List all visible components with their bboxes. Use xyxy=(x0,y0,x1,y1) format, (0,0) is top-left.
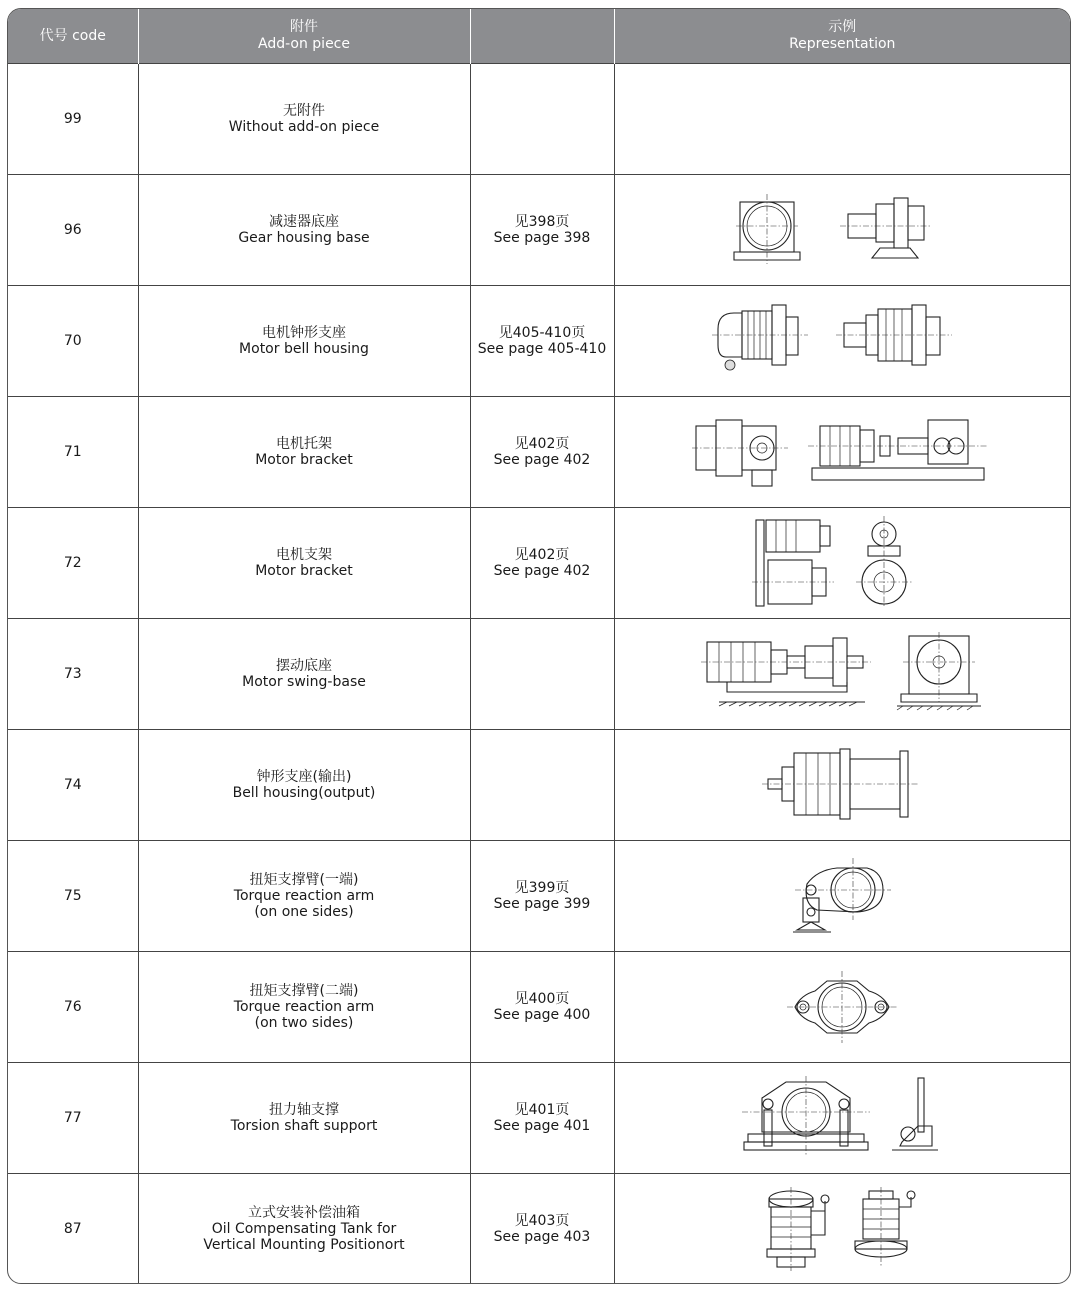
row-code: 96 xyxy=(8,175,138,286)
row-addon-en: Motor swing-base xyxy=(242,674,366,690)
row-addon-cn: 扭矩支撑臂(二端) xyxy=(249,983,359,999)
table-row xyxy=(8,508,1070,619)
row-code: 73 xyxy=(8,619,138,730)
row-code: 76 xyxy=(8,952,138,1063)
row-code: 87 xyxy=(8,1174,138,1285)
row-addon-en: Torsion shaft support xyxy=(230,1118,378,1134)
row-page-en: See page 400 xyxy=(493,1007,591,1023)
row-page-cn: 见402页 xyxy=(514,436,570,452)
row-page-en: See page 399 xyxy=(493,896,591,912)
row-representation xyxy=(614,1174,1070,1285)
row-addon-cn: 无附件 xyxy=(283,103,325,119)
row-page xyxy=(470,397,614,508)
row-representation xyxy=(614,841,1070,952)
row-representation xyxy=(614,1063,1070,1174)
table-row xyxy=(8,952,1070,1063)
row-representation xyxy=(614,397,1070,508)
row-addon-en2: Vertical Mounting Positionort xyxy=(203,1237,405,1253)
row-page-cn: 见401页 xyxy=(514,1102,570,1118)
row-page-cn: 见398页 xyxy=(514,214,570,230)
row-code: 71 xyxy=(8,397,138,508)
header-addon-cn: 附件 xyxy=(290,19,318,35)
row-addon-en: Motor bracket xyxy=(255,563,353,579)
row-page-en: See page 401 xyxy=(493,1118,591,1134)
motor-support-drawing xyxy=(752,516,932,610)
row-page-en: See page 402 xyxy=(493,452,591,468)
row-addon-cn: 摆动底座 xyxy=(276,658,332,674)
torque-arm-one-side-drawing xyxy=(787,854,897,938)
row-addon-cn: 扭力轴支撑 xyxy=(269,1102,339,1118)
row-code: 72 xyxy=(8,508,138,619)
header-representation xyxy=(614,9,1070,64)
row-addon xyxy=(138,175,470,286)
row-addon xyxy=(138,64,470,175)
addon-table-frame xyxy=(7,8,1071,1284)
row-addon-cn: 扭矩支撑臂(一端) xyxy=(249,872,359,888)
row-addon-en: Motor bracket xyxy=(255,452,353,468)
row-page xyxy=(470,508,614,619)
row-page-cn: 见400页 xyxy=(514,991,570,1007)
row-addon xyxy=(138,508,470,619)
table-row xyxy=(8,175,1070,286)
row-page-en: See page 402 xyxy=(493,563,591,579)
row-addon-en: Motor bell housing xyxy=(239,341,369,357)
oil-tank-drawing xyxy=(757,1187,927,1271)
table-row xyxy=(8,841,1070,952)
row-representation xyxy=(614,508,1070,619)
row-addon-en: Without add-on piece xyxy=(228,119,380,135)
row-addon-en: Oil Compensating Tank for xyxy=(211,1221,397,1237)
row-addon xyxy=(138,730,470,841)
table-row xyxy=(8,1063,1070,1174)
row-representation xyxy=(614,175,1070,286)
row-page-cn: 见402页 xyxy=(514,547,570,563)
row-representation xyxy=(614,730,1070,841)
row-addon-en: Torque reaction arm xyxy=(233,888,375,904)
row-code: 77 xyxy=(8,1063,138,1174)
row-addon xyxy=(138,1174,470,1285)
row-addon xyxy=(138,841,470,952)
swing-base-drawing xyxy=(697,632,987,716)
row-representation xyxy=(614,952,1070,1063)
row-representation xyxy=(614,286,1070,397)
row-addon-cn: 电机支架 xyxy=(276,547,332,563)
addon-table xyxy=(8,9,1070,1284)
torsion-shaft-support-drawing xyxy=(742,1076,942,1160)
row-page-cn: 见405-410页 xyxy=(498,325,586,341)
row-code: 75 xyxy=(8,841,138,952)
row-addon-en2: (on two sides) xyxy=(254,1015,354,1031)
row-addon-en: Bell housing(output) xyxy=(232,785,376,801)
row-page-en: See page 398 xyxy=(493,230,591,246)
row-addon-en: Gear housing base xyxy=(238,230,370,246)
row-representation xyxy=(614,619,1070,730)
row-addon-en2: (on one sides) xyxy=(254,904,354,920)
row-page-en: See page 403 xyxy=(493,1229,591,1245)
header-rep-cn: 示例 xyxy=(828,19,857,35)
motor-bracket-drawing xyxy=(692,410,992,494)
row-addon-cn: 电机钟形支座 xyxy=(262,325,346,341)
row-addon xyxy=(138,286,470,397)
torque-arm-two-sides-drawing xyxy=(787,967,897,1047)
header-page xyxy=(470,9,614,64)
row-page xyxy=(470,1063,614,1174)
header-addon xyxy=(138,9,470,64)
row-code: 99 xyxy=(8,64,138,175)
row-code: 74 xyxy=(8,730,138,841)
table-header-row xyxy=(8,9,1070,64)
row-page xyxy=(470,286,614,397)
row-page-cn: 见403页 xyxy=(514,1213,570,1229)
bell-housing-output-drawing xyxy=(762,745,922,825)
row-addon-cn: 钟形支座(输出) xyxy=(256,769,352,785)
table-row xyxy=(8,64,1070,175)
row-page xyxy=(470,952,614,1063)
row-addon-cn: 电机托架 xyxy=(276,436,332,452)
header-code: 代号 code xyxy=(8,9,138,64)
row-page xyxy=(470,1174,614,1285)
table-row xyxy=(8,730,1070,841)
table-row xyxy=(8,1174,1070,1285)
row-page xyxy=(470,730,614,841)
table-row xyxy=(8,397,1070,508)
row-page xyxy=(470,841,614,952)
row-page-cn: 见399页 xyxy=(514,880,570,896)
row-addon xyxy=(138,619,470,730)
row-page xyxy=(470,619,614,730)
row-addon xyxy=(138,952,470,1063)
table-row xyxy=(8,286,1070,397)
row-addon-cn: 立式安装补偿油箱 xyxy=(248,1205,360,1221)
row-addon-en: Torque reaction arm xyxy=(233,999,375,1015)
row-representation-empty xyxy=(614,64,1070,175)
motor-bell-housing-drawing xyxy=(712,299,972,383)
row-addon-cn: 减速器底座 xyxy=(269,214,339,230)
row-code: 70 xyxy=(8,286,138,397)
row-addon xyxy=(138,397,470,508)
row-page-en: See page 405-410 xyxy=(477,341,607,357)
header-rep-en: Representation xyxy=(789,36,896,52)
row-page xyxy=(470,64,614,175)
row-page xyxy=(470,175,614,286)
gear-housing-base-drawing xyxy=(732,190,952,270)
table-row xyxy=(8,619,1070,730)
row-addon xyxy=(138,1063,470,1174)
header-addon-en: Add-on piece xyxy=(257,36,350,52)
